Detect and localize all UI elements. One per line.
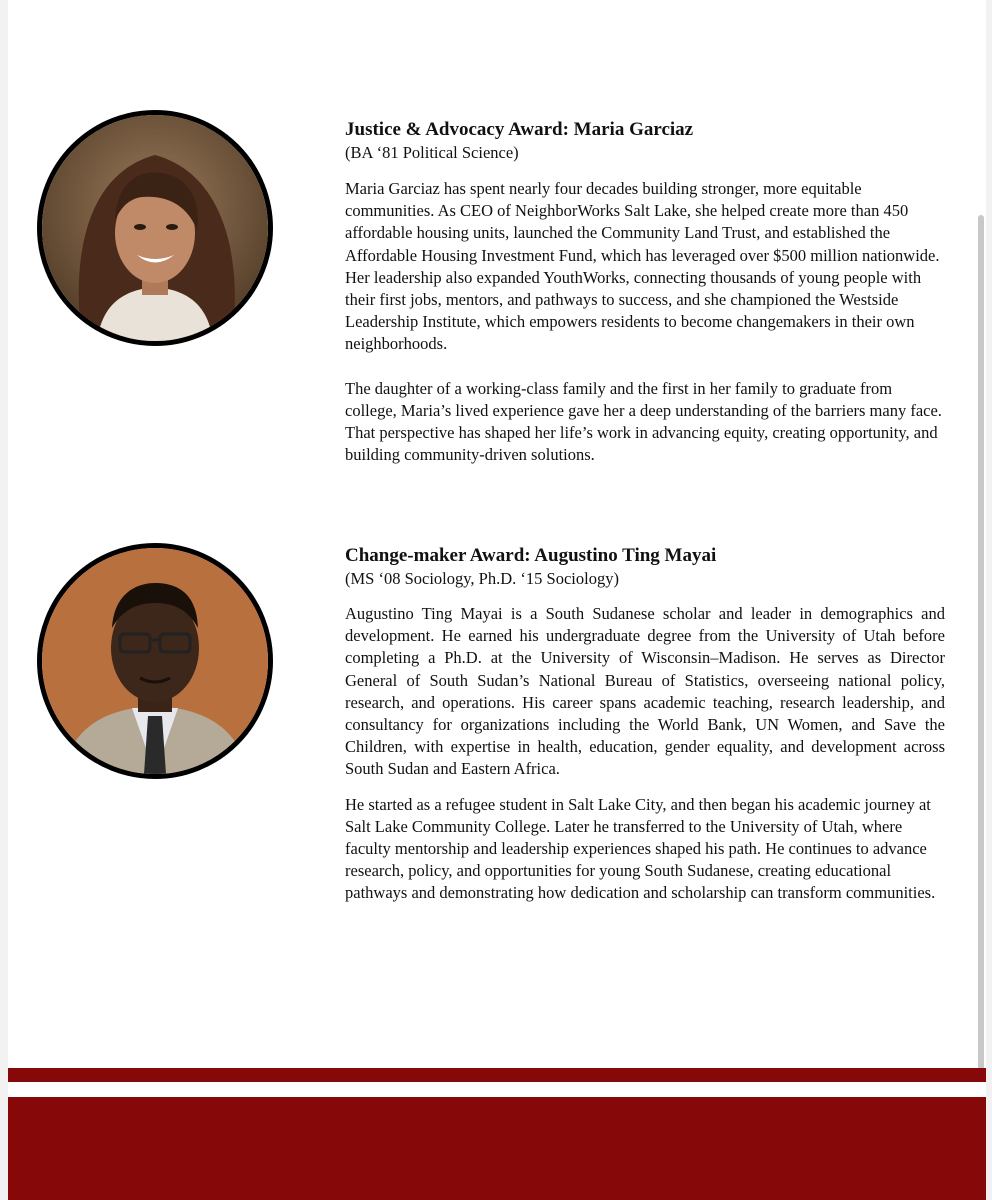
footer-band (8, 1097, 986, 1200)
bio-paragraph: Augustino Ting Mayai is a South Sudanese scholar and leader in demographics and development. He earned his undergraduate degree from the University of Utah before completing a Ph.D. at the University of Wisconsin–Madison. He serves as Director General of South Sudan’s National Bureau of Statistics, overseeing national policy, research, and operations. His career spans academic teaching, research leadership, and consultancy for organizations including the World Bank, UN Women, and Save the Children, with expertise in health, education, gender equality, and development across South Sudan and Eastern Africa. (345, 604, 945, 779)
award-degree: (MS ‘08 Sociology, Ph.D. ‘15 Sociology) (345, 569, 619, 588)
man-portrait-icon (42, 548, 268, 774)
portrait-augustino-ting-mayai (37, 543, 273, 779)
vertical-scrollbar[interactable] (978, 215, 984, 1070)
award-entry-garciaz (345, 118, 945, 466)
award-degree: (BA ‘81 Political Science) (345, 143, 519, 162)
award-title: Change-maker Award: Augustino Ting Mayai (345, 545, 717, 566)
portrait-maria-garciaz (37, 110, 273, 346)
award-entry-mayai (345, 544, 945, 905)
footer-stripe-thin (8, 1068, 986, 1082)
bio-paragraph: The daughter of a working-class family and the first in her family to graduate from college, Maria’s lived experience gave her a deep understanding of the barriers many face. That perspective has shaped her life’s work in advancing equity, creating opportunity, and building community-driven solutions. (345, 378, 942, 465)
award-title: Justice & Advocacy Award: Maria Garciaz (345, 119, 694, 140)
bio-paragraph: Maria Garciaz has spent nearly four decades building stronger, more equitable communities. As CEO of NeighborWorks Salt Lake, she helped create more than 450 affordable housing units, launched the Community Land Trust, and established the Affordable Housing Investment Fund, which has leveraged over $500 million nationwide. Her leadership also expanded YouthWorks, connecting thousands of young people with their first jobs, mentors, and pathways to success, and she championed the Westside Leadership Institute, which empowers residents to become changemakers in their own neighborhoods. (345, 179, 940, 354)
woman-portrait-icon (42, 115, 268, 341)
bio-paragraph: He started as a refugee student in Salt Lake City, and then began his academic journey at Salt Lake Community College. Later he transferred to the University of Utah, where faculty mentorship and leadership experiences shaped his path. He continues to advance research, policy, and opportunities for young South Sudanese, creating educational pathways and demonstrating how dedication and scholarship can transform communities. (345, 794, 936, 903)
